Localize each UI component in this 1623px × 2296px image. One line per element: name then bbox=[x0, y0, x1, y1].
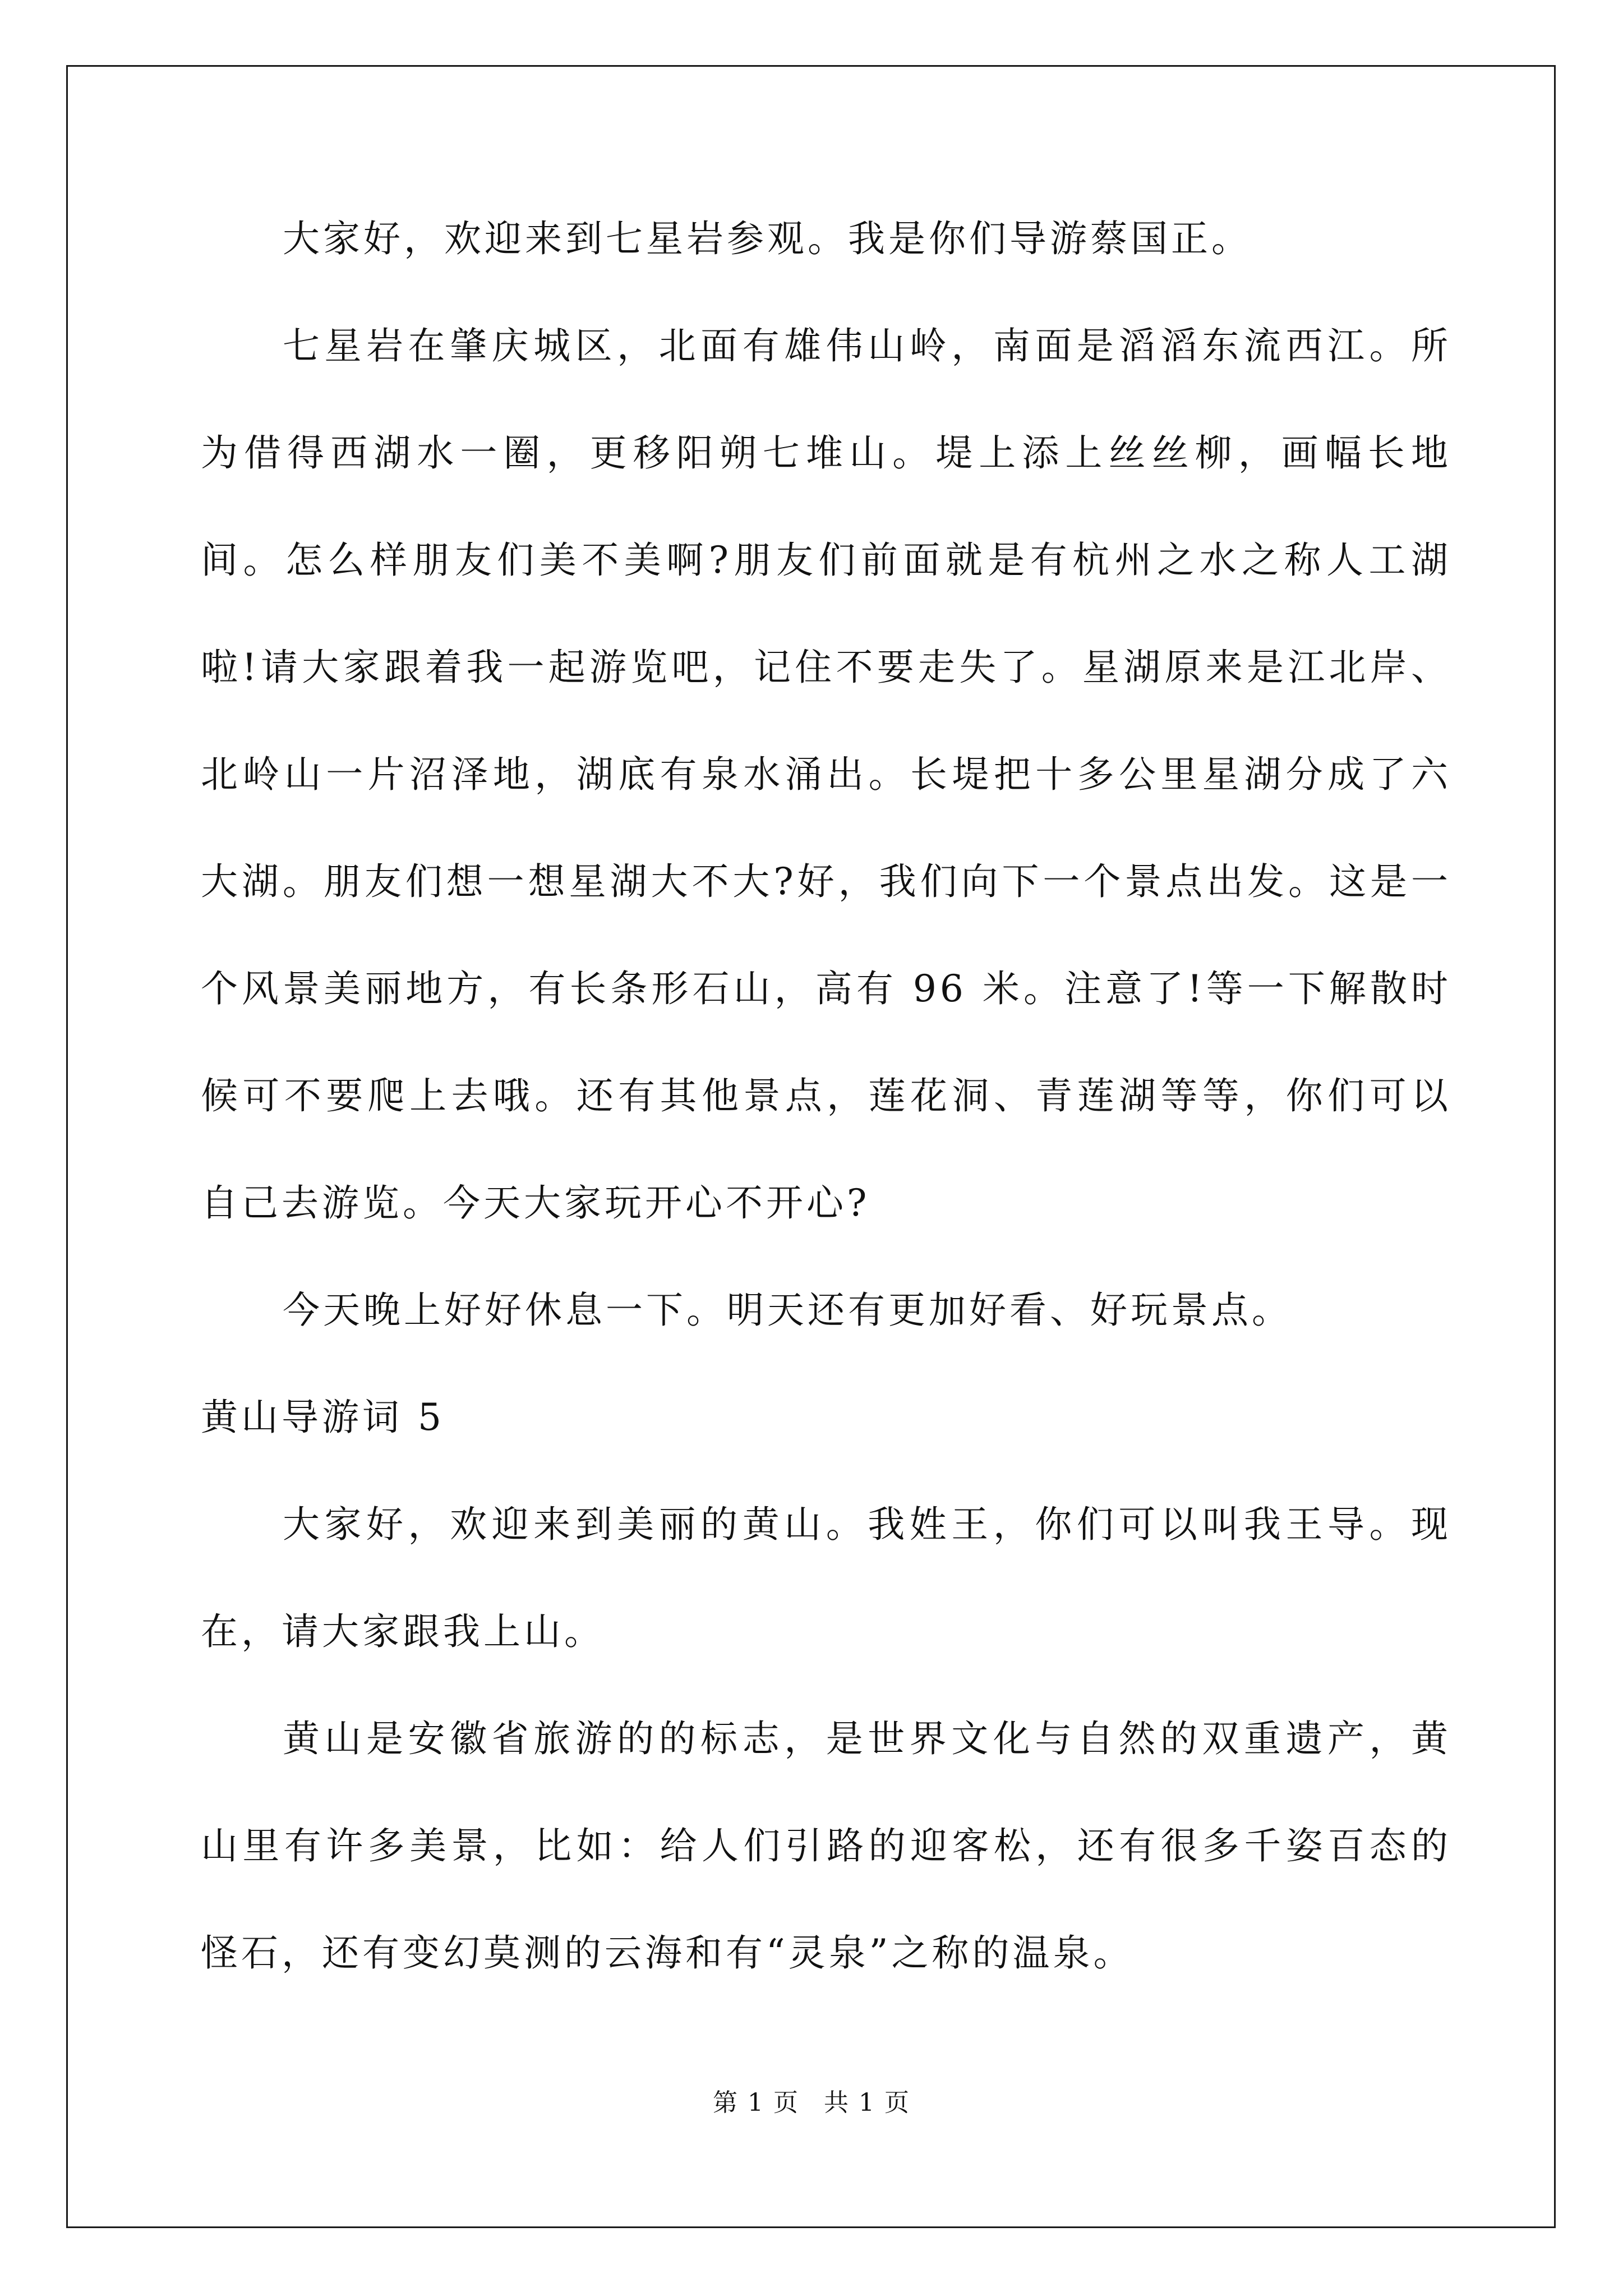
document-body bbox=[201, 185, 1451, 2007]
paragraph-huangshan-intro: 大家好，欢迎来到美丽的黄山。我姓王，你们可以叫我王导。现在，请大家跟我上山。 bbox=[201, 1503, 1451, 1653]
paragraph-qixingyan: 七星岩在肇庆城区，北面有雄伟山岭，南面是滔滔东流西江。所为借得西湖水一圈，更移阳朔七堆山。堤上添上丝丝柳，画幅长地间。怎么样朋友们美不美啊?朋友们前面就是有杭州之水之称人工湖啦!请大家跟着我一起游览吧，记住不要走失了。星湖原来是江北岸、北岭山一片沼泽地，湖底有泉水涌出。长堤把十多公里星湖分成了六大湖。朋友们想一想星湖大不大?好，我们向下一个景点出发。这是一个风景美丽地方，有长条形石山，高有 96 米。注意了!等一下解散时候可不要爬上去哦。还有其他景点，莲花洞、青莲湖等等，你们可以自己去游览。今天大家玩开心不开心? bbox=[201, 324, 1451, 1225]
paragraph-intro: 大家好，欢迎来到七星岩参观。我是你们导游蔡国正。 bbox=[283, 217, 1252, 260]
page-number: 第 1 页 bbox=[713, 2088, 799, 2117]
section-heading: 黄山导游词 5 bbox=[201, 1396, 445, 1439]
page-footer bbox=[0, 2082, 1623, 2118]
paragraph-huangshan-sights: 黄山是安徽省旅游的的标志，是世界文化与自然的双重遗产，黄山里有许多美景，比如：给人们引路的迎客松，还有很多千姿百态的怪石，还有变幻莫测的云海和有“灵泉”之称的温泉。 bbox=[201, 1717, 1451, 1975]
paragraph-closing: 今天晚上好好休息一下。明天还有更加好看、好玩景点。 bbox=[283, 1289, 1292, 1332]
page-total: 共 1 页 bbox=[824, 2088, 910, 2117]
